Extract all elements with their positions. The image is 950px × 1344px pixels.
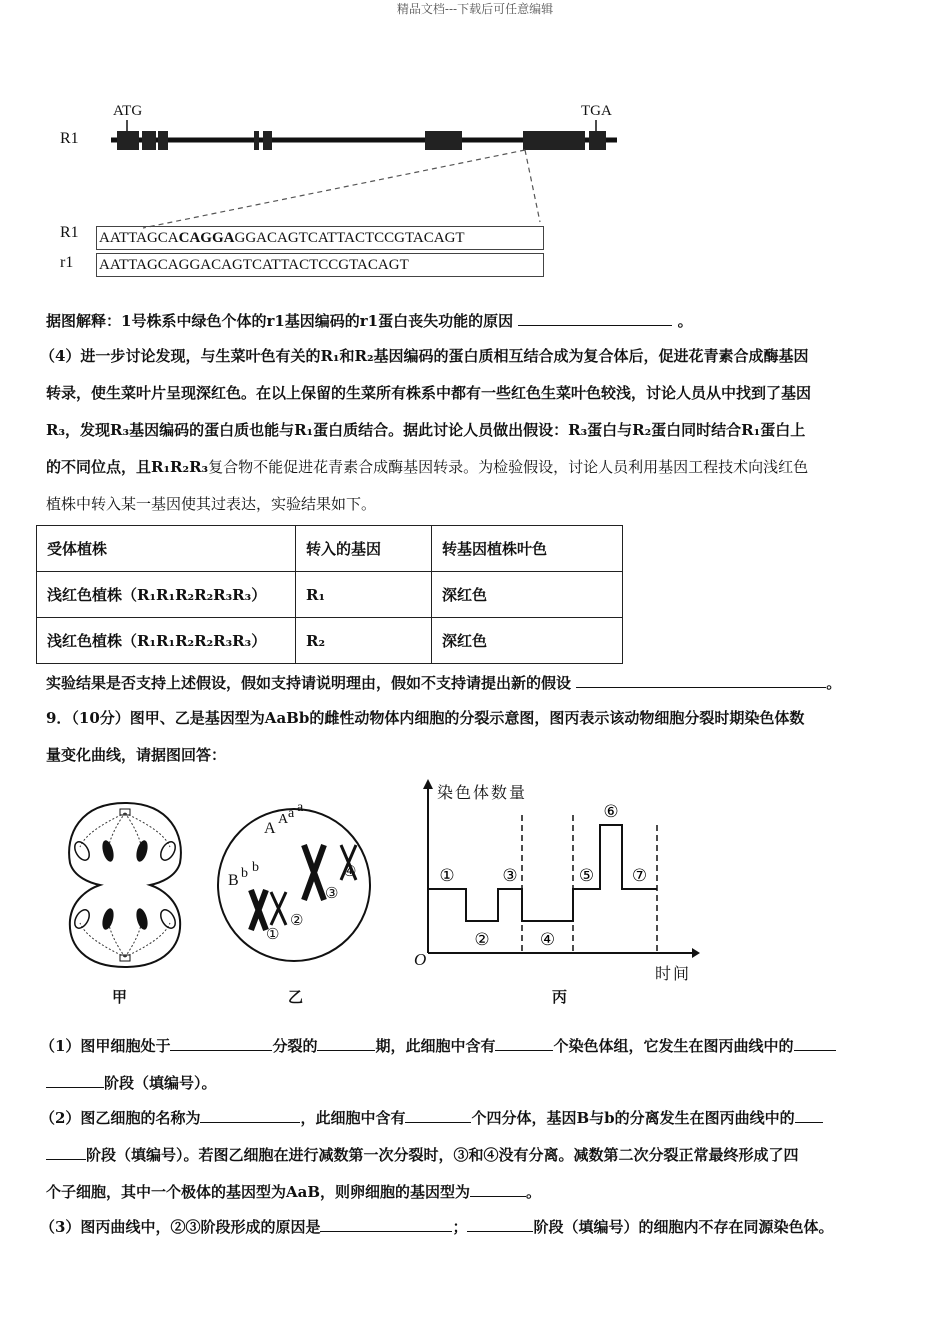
exon	[263, 131, 272, 150]
q4-line-5: 植株中转入某一基因使其过表达，实验结果如下。	[46, 495, 377, 513]
page-header: 精品文档---下载后可任意编辑	[396, 2, 554, 16]
stage-label: ⑤	[578, 866, 595, 886]
y-axis-arrow	[423, 779, 433, 789]
experiment-table	[36, 525, 623, 664]
figure-jia-cell	[60, 795, 190, 975]
sequence-r1: AATTAGCACAGGAGGACAGTCATTACTCCGTACAGT	[96, 226, 544, 250]
q9-line-2: 量变化曲线，请据图回答：	[46, 746, 227, 764]
q9-3-line: （3）图丙曲线中，②③阶段形成的原因是 ； 阶段（填编号）的细胞内不存在同源染色体。	[40, 1218, 834, 1236]
seq-r1-label: R1	[60, 224, 79, 241]
q4-line-4: 的不同位点，且R₁R₂R₃复合物不能促进花青素合成酶基因转录。为检验假设，讨论人员利用基因工程技术向浅红色	[46, 458, 809, 476]
chrom-label-A: A	[278, 812, 289, 827]
atg-label: ATG	[113, 103, 143, 119]
figure-bing-label: 丙	[552, 990, 568, 1006]
chromosome-count-line	[428, 825, 657, 921]
chromosome-number: ①	[266, 927, 280, 943]
exon	[254, 131, 259, 150]
q4-line-3: R₃，发现R₃基因编码的蛋白质也能与R₁蛋白质结合。据此讨论人员做出假设：R₃蛋白与R₂蛋白同时结合R₁蛋白上	[46, 421, 806, 439]
table-cell: R₁	[296, 572, 432, 618]
chromosome-number: ③	[325, 886, 339, 902]
table-cell: 深红色	[432, 618, 623, 664]
table-cell: 浅红色植株（R₁R₁R₂R₂R₃R₃）	[37, 618, 296, 664]
exon	[523, 131, 585, 150]
figure-bing-chart	[400, 775, 700, 990]
stage-label: ⑦	[631, 866, 648, 886]
stage-label: ④	[539, 930, 556, 950]
chrom-label-b: b	[241, 866, 248, 881]
figure-yi-label: 乙	[288, 990, 304, 1006]
chart-x-label: 时间	[655, 966, 692, 983]
table-cell: 浅红色植株（R₁R₁R₂R₂R₃R₃）	[37, 572, 296, 618]
table-cell: 深红色	[432, 572, 623, 618]
sequence-r1-mutant: AATTAGCAGGACAGTCATTACTCCGTACAGT	[96, 253, 544, 277]
insert-bases: CAGGA	[178, 230, 235, 246]
chromosome-number: ②	[290, 913, 304, 929]
table-row	[37, 572, 623, 618]
zoom-line-right	[525, 150, 540, 222]
q9-2-line-1: （2）图乙细胞的名称为 ，此细胞中含有 个四分体，基因B与b的分离发生在图丙曲线中的	[40, 1108, 823, 1128]
q4-line-2: 转录，使生菜叶片呈现深红色。在以上保留的生菜所有株系中都有一些红色生菜叶色较浅，讨论人员从中找到了基因	[46, 384, 812, 402]
table-header-row	[37, 526, 623, 572]
chrom-label-B: B	[228, 872, 239, 889]
table-header: 转入的基因	[296, 526, 432, 572]
q9-1-line-1: （1）图甲细胞处于 分裂的 期，此细胞中含有 个染色体组，它发生在图丙曲线中的	[40, 1036, 836, 1056]
exon	[142, 131, 156, 150]
table-header: 转基因植株叶色	[432, 526, 623, 572]
q9-line-1: 9．（10分）图甲、乙是基因型为AaBb的雌性动物体内细胞的分裂示意图，图丙表示该动物细胞分裂时期染色体数	[46, 709, 805, 727]
seq-r1-small-label: r1	[60, 254, 74, 271]
figure-jia-label: 甲	[112, 990, 128, 1006]
question-result: 实验结果是否支持上述假设，假如支持请说明理由，假如不支持请提出新的假设 。	[46, 674, 842, 692]
chrom-label-a: a	[297, 800, 304, 815]
x-axis-arrow	[692, 948, 700, 958]
exon	[158, 131, 168, 150]
zoom-line-left	[143, 150, 525, 228]
table-cell: R₂	[296, 618, 432, 664]
chrom-label-b: b	[252, 860, 259, 875]
q4-line-1: （4）进一步讨论发现，与生菜叶色有关的R₁和R₂基因编码的蛋白质相互结合成为复合体后，促进花青素合成酶基因	[40, 347, 809, 365]
figure-yi-cell	[216, 800, 376, 970]
chrom-label-a: a	[288, 806, 295, 821]
stage-label: ①	[439, 866, 455, 886]
q9-2-line-3: 个子细胞，其中一个极体的基因型为AaB，则卵细胞的基因型为 。	[46, 1183, 542, 1201]
chrom-label-A: A	[264, 820, 276, 837]
chart-origin: O	[414, 950, 427, 969]
exon	[589, 131, 606, 150]
tga-label: TGA	[581, 103, 612, 119]
chromosome-number: ④	[343, 864, 357, 880]
exon	[117, 131, 139, 150]
chart-y-label: 染色体数量	[437, 785, 528, 802]
exon	[425, 131, 462, 150]
r1-row-label: R1	[60, 130, 79, 147]
table-header: 受体植株	[37, 526, 296, 572]
table-row	[37, 618, 623, 664]
q9-1-line-2: 阶段（填编号）。	[46, 1073, 217, 1093]
stage-label: ⑥	[603, 802, 619, 822]
stage-label: ③	[502, 866, 518, 886]
stage-label: ②	[474, 930, 490, 950]
question-explain: 据图解释：1号株系中绿色个体的r1基因编码的r1蛋白丧失功能的原因 。	[46, 312, 693, 330]
q9-2-line-2: 阶段（填编号）。若图乙细胞在进行减数第一次分裂时，③和④没有分离。减数第二次分裂正常最终形成了四	[46, 1145, 799, 1165]
